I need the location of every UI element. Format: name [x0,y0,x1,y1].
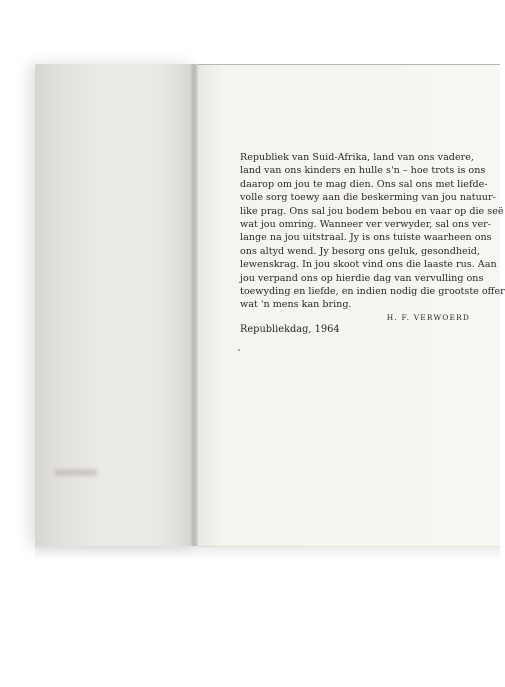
passage-line: ons altyd wend. Jy besorg ons geluk, gesondheid, [240,245,480,257]
passage-line: lewenskrag. In jou skoot vind ons die laaste rus. Aan [240,259,497,271]
passage-line: lange na jou uitstraal. Jy is ons tuiste waarheen ons [240,232,492,244]
passage-line: toewyding en liefde, en indien nodig die grootste offer [240,286,505,298]
passage-line: wat 'n mens kan bring. [240,299,352,311]
page-shadow [35,546,500,560]
paper-speck [238,349,240,351]
passage-line: jou verpand ons op hierdie dag van vervulling ons [240,272,484,284]
passage-line: wat jou omring. Wanneer ver verwyder, sal ons ver- [240,219,491,231]
author-signature: H. F. VERWOERD [386,313,470,322]
passage-line: volle sorg toewy aan die beskerming van jou natuur- [240,192,496,204]
passage-line: daarop om jou te mag dien. Ons sal ons met liefde- [240,178,488,190]
book-gutter [191,64,198,546]
passage-line: land van ons kinders en hulle s'n – hoe trots is ons [240,165,486,177]
passage-line: like prag. Ons sal jou bodem bebou en vaar op die seë [240,205,504,217]
dateline: Republiekdag, 1964 [240,324,340,335]
left-page [35,64,197,546]
passage-line: Republiek van Suid-Afrika, land van ons vadere, [240,152,474,163]
dedication-passage [240,151,505,312]
